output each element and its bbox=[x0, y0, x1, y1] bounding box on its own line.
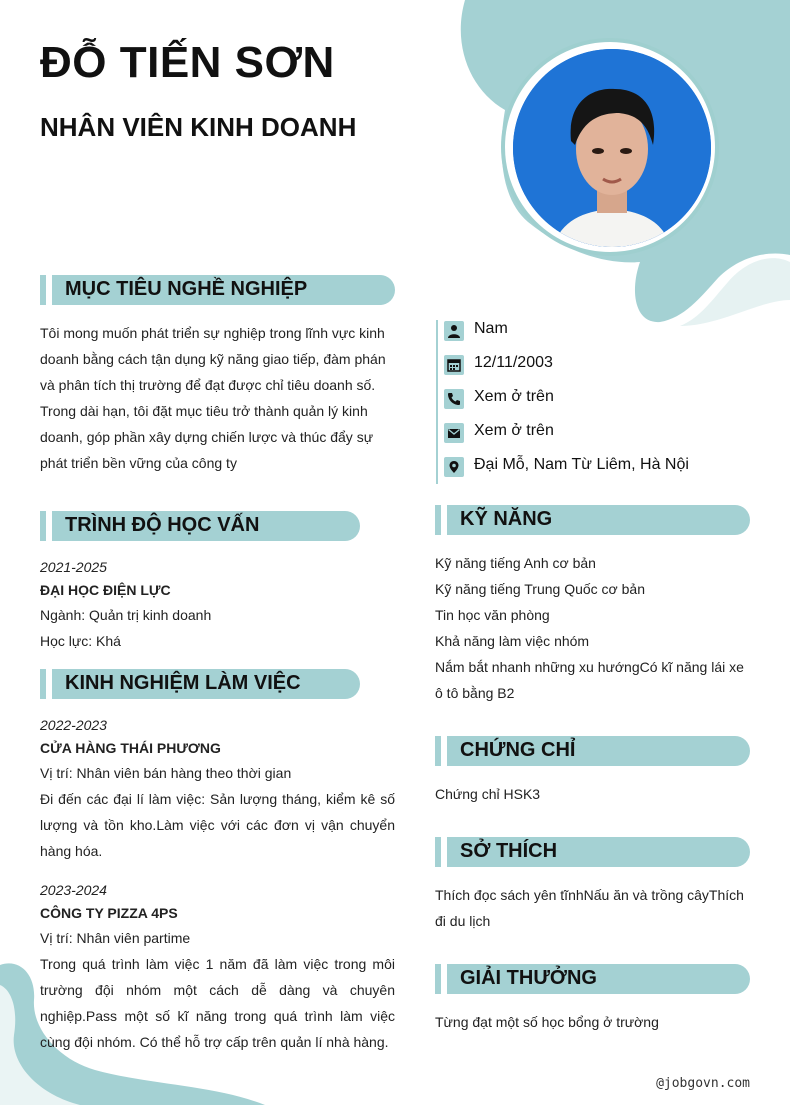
certificates-section-header bbox=[435, 736, 750, 766]
education-major: Ngành: Quản trị kinh doanh bbox=[40, 607, 212, 623]
education-section-header bbox=[40, 511, 360, 541]
skills-title: KỸ NĂNG bbox=[460, 508, 553, 530]
skill-item: Khả năng làm việc nhóm bbox=[435, 633, 590, 649]
skill-item: Tin học văn phòng bbox=[435, 607, 550, 623]
hobbies-title: SỞ THÍCH bbox=[460, 840, 558, 862]
experience-title: KINH NGHIỆM LÀM VIỆC bbox=[65, 672, 301, 694]
job-description: Đi đến các đại lí làm việc: Sản lượng tháng, kiểm kê số lượng và tồn kho.Làm việc với các đơn vị vận chuyển hàng hóa. bbox=[40, 791, 395, 859]
objective-section-header bbox=[40, 275, 395, 305]
job-period: 2023-2024 bbox=[40, 882, 107, 898]
hobbies-text: Thích đọc sách yên tĩnhNấu ăn và trồng câyThích đi du lịch bbox=[435, 887, 744, 929]
skill-item: Nắm bắt nhanh những xu hướngCó kĩ năng lái xe ô tô bằng B2 bbox=[435, 659, 744, 701]
job-title: NHÂN VIÊN KINH DOANH bbox=[40, 112, 357, 142]
person-icon bbox=[444, 321, 464, 341]
contact-address: Đại Mỗ, Nam Từ Liêm, Hà Nội bbox=[444, 455, 754, 481]
contact-gender: Nam bbox=[444, 319, 754, 345]
education-school: ĐẠI HỌC ĐIỆN LỰC bbox=[40, 582, 171, 598]
awards-section-header bbox=[435, 964, 750, 994]
objective-title: MỤC TIÊU NGHỀ NGHIỆP bbox=[65, 278, 308, 300]
hobbies-section-header bbox=[435, 837, 750, 867]
job-position: Vị trí: Nhân viên partime bbox=[40, 930, 191, 946]
watermark: @jobgovn.com bbox=[656, 1076, 750, 1091]
profile-photo bbox=[513, 49, 711, 247]
experience-section-header bbox=[40, 669, 360, 699]
contact-birthday: 12/11/2003 bbox=[444, 353, 754, 379]
education-period: 2021-2025 bbox=[40, 559, 107, 575]
objective-text: Tôi mong muốn phát triển sự nghiệp trong lĩnh vực kinh doanh bằng cách tận dụng kỹ năng giao tiếp, đàm phán và phân tích thị trường để đạt được chỉ tiêu doanh số. Trong dài hạn, tôi đặt mục tiêu trở thành quản lý kinh doanh, góp phần xây dựng chiến lược và thúc đẩy sự phát triển bền vững của công ty bbox=[40, 325, 386, 471]
candidate-name: ĐỖ TIẾN SƠN bbox=[40, 38, 335, 87]
phone-icon bbox=[444, 389, 464, 409]
job-description: Trong quá trình làm việc 1 năm đã làm việc trong môi trường đội nhóm một cách dễ dàng và chuyên nghiệp.Pass một số kĩ năng trong quá trình làm việc cùng đội nhóm. Có thể hỗ trợ cấp trên quản lí nhà hàng. bbox=[40, 956, 395, 1050]
skill-item: Kỹ năng tiếng Anh cơ bản bbox=[435, 555, 596, 571]
skills-section-header bbox=[435, 505, 750, 535]
certificate-item: Chứng chỉ HSK3 bbox=[435, 786, 541, 802]
contact-email: Xem ở trên bbox=[444, 421, 754, 447]
location-pin-icon bbox=[444, 457, 464, 477]
contact-divider bbox=[436, 320, 438, 484]
awards-text: Từng đạt một số học bổng ở trường bbox=[435, 1014, 659, 1030]
education-grade: Học lực: Khá bbox=[40, 633, 121, 649]
job-position: Vị trí: Nhân viên bán hàng theo thời gian bbox=[40, 765, 292, 781]
calendar-icon bbox=[444, 355, 464, 375]
certificates-title: CHỨNG CHỈ bbox=[460, 739, 576, 761]
job-period: 2022-2023 bbox=[40, 717, 107, 733]
awards-title: GIẢI THƯỞNG bbox=[460, 967, 597, 989]
education-title: TRÌNH ĐỘ HỌC VẤN bbox=[65, 514, 260, 536]
job-company: CỬA HÀNG THÁI PHƯƠNG bbox=[40, 740, 221, 756]
contact-phone: Xem ở trên bbox=[444, 387, 754, 413]
skill-item: Kỹ năng tiếng Trung Quốc cơ bản bbox=[435, 581, 645, 597]
email-icon bbox=[444, 423, 464, 443]
job-company: CÔNG TY PIZZA 4PS bbox=[40, 905, 178, 921]
